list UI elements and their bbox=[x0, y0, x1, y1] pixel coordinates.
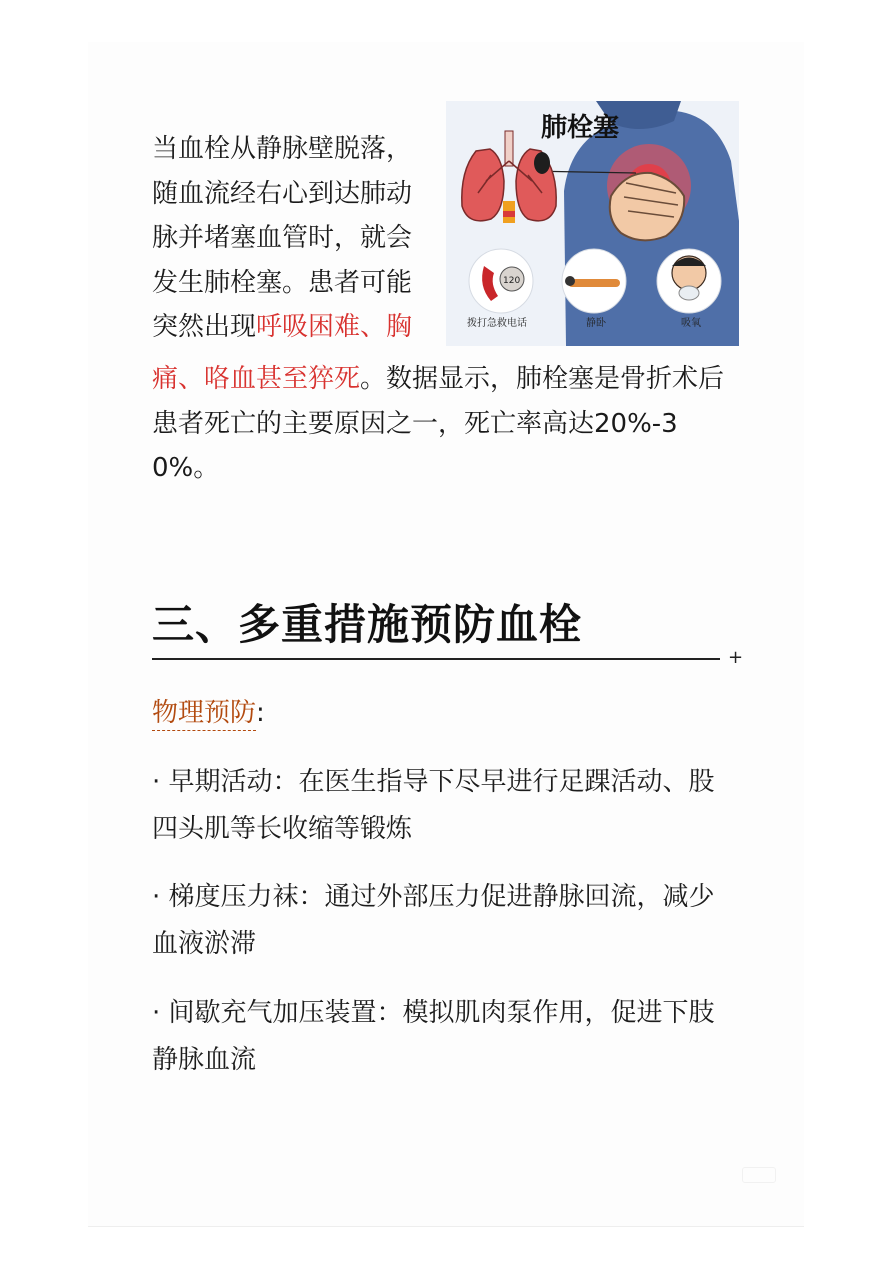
intro-text: 突然出现 bbox=[152, 312, 257, 342]
intro-line: 脉并堵塞血管时，就会 bbox=[152, 223, 413, 253]
section-divider bbox=[152, 658, 720, 660]
intro-line: 0%。 bbox=[152, 453, 220, 483]
caption-oxygen: 吸氧 bbox=[681, 318, 701, 329]
list-item-line: · 梯度压力袜：通过外部压力促进静脉回流，减少 bbox=[152, 882, 715, 912]
list-item-early-activity bbox=[152, 759, 747, 853]
list-item-line: 静脉血流 bbox=[152, 1045, 257, 1075]
faint-watermark bbox=[742, 1167, 776, 1183]
intro-line: 患者死亡的主要原因之一，死亡率高达20%-3 bbox=[152, 408, 678, 439]
intro-line: 当血栓从静脉壁脱落， bbox=[152, 134, 413, 164]
intro-line bbox=[152, 357, 742, 402]
pulmonary-embolism-illustration bbox=[446, 101, 739, 346]
physical-prevention-heading bbox=[152, 695, 265, 731]
caption-lie: 静卧 bbox=[586, 318, 606, 329]
symptom-highlight: 痛、咯血甚至猝死 bbox=[152, 364, 361, 394]
section-heading: 三、多重措施预防血栓 bbox=[152, 600, 583, 649]
divider-plus-mark: + bbox=[728, 647, 744, 668]
physical-prevention-label: 物理预防 bbox=[152, 698, 256, 731]
phone-number-text: 120 bbox=[503, 276, 521, 286]
list-item-line: 四头肌等长收缩等锻炼 bbox=[152, 814, 413, 844]
heading-colon: : bbox=[256, 698, 265, 728]
figure-title: 肺栓塞 bbox=[541, 113, 620, 143]
list-item-line: 血液淤滞 bbox=[152, 929, 257, 959]
intro-paragraph-top bbox=[152, 127, 442, 350]
intro-line: 随血流经右心到达肺动 bbox=[152, 178, 413, 209]
caption-call: 拨打急救电话 bbox=[467, 318, 527, 329]
symptom-highlight: 呼吸困难、胸 bbox=[256, 312, 413, 342]
intro-paragraph-bottom bbox=[152, 357, 742, 491]
intro-text: 。数据显示，肺栓塞是骨折术后 bbox=[360, 364, 725, 394]
list-item-line: · 间歇充气加压装置：模拟肌肉泵作用，促进下肢 bbox=[152, 998, 715, 1028]
list-item-compression-stockings bbox=[152, 874, 747, 968]
intro-line: 发生肺栓塞。患者可能 bbox=[152, 267, 413, 298]
list-item-pneumatic-compression bbox=[152, 990, 747, 1084]
list-item-line: · 早期活动：在医生指导下尽早进行足踝活动、股 bbox=[152, 767, 715, 797]
intro-line bbox=[152, 305, 442, 350]
